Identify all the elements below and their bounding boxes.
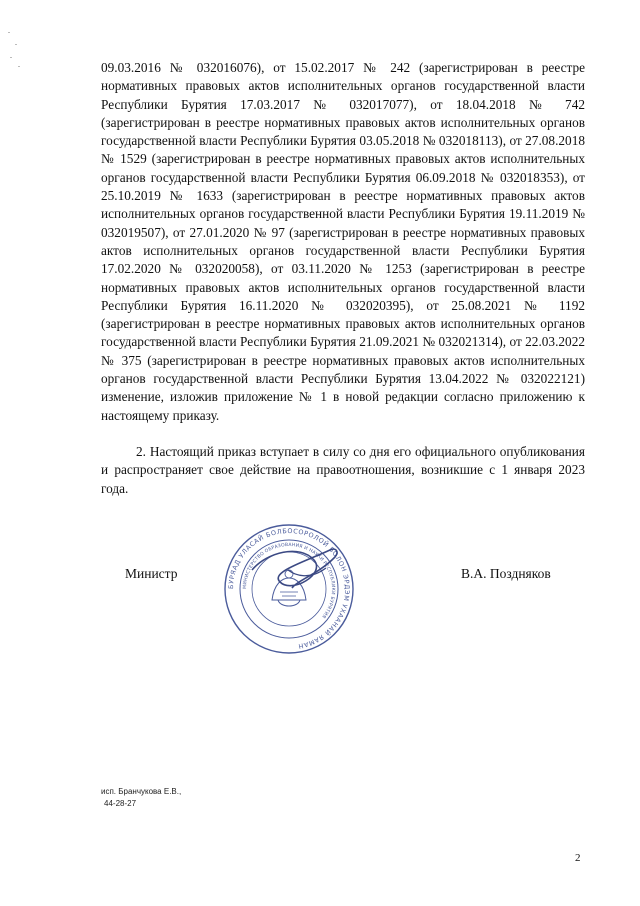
document-body (101, 59, 585, 498)
executor-name: исп. Бранчукова Е.В., (101, 787, 182, 796)
signatory-name: В.А. Поздняков (461, 566, 551, 581)
paragraph-effective-date: 2. Настоящий приказ вступает в силу со дня его официального опубликования и распространяет свое действие на правоотношения, возникшие с 1 января 2023 года. (101, 443, 585, 496)
paragraph-amendments: 09.03.2016 № 032016076), от 15.02.2017 № 242 (зарегистрирован в реестре нормативных правовых актов исполнительных органов государственной власти Республики Бурятия 17.03.2017 № 032017077), от 18.04.2018 № 742 (зарегистрирован в реестре нормативных правовых актов исполнительных органов государственной власти Республики Бурятия 03.05.2018 № 032018113), от 27.08.2018 № 1529 (зарегистрирован в реестре нормативных правовых актов исполнительных органов государственной власти Республики Бурятия 06.09.2018 № 032018353), от 25.10.2019 № 1633 (зарегистрирован в реестре нормативных правовых актов исполнительных органов государственной власти Республики Бурятия 19.11.2019 № 032019507), от 27.01.2020 № 97 (зарегистрирован в реестре нормативных правовых актов исполнительных органов государственной власти Республики Бурятия 17.02.2020 № 032020058), от 03.11.2020 № 1253 (зарегистрирован в реестре нормативных правовых актов исполнительных органов государственной власти Республики Бурятия 16.11.2020 № 032020395), от 25.08.2021 № 1192 (зарегистрирован в реестре нормативных правовых актов исполнительных органов государственной власти Республики Бурятия 21.09.2021 № 032021314), от 22.03.2022 № 375 (зарегистрирован в реестре нормативных правовых актов исполнительных органов государственной власти Республики Бурятия 13.04.2022 № 032022121) изменение, изложив приложение № 1 в новой редакции согласно приложению к настоящему приказу. (101, 60, 585, 423)
page-number: 2 (575, 852, 581, 864)
executor-phone: 44-28-27 (104, 799, 137, 808)
signatory-title: Министр (125, 566, 178, 581)
scan-artifacts (6, 30, 24, 70)
executor-note (101, 786, 181, 810)
seal-outer-text: БУРЯАД УЛАСАЙ БОЛБОСОРОЛОЙ БОЛОН ЭРДЭМ УХААНАЙ ЯАМАН (226, 526, 352, 651)
official-seal (222, 522, 356, 656)
seal-inner-text: МИНИСТЕРСТВО ОБРАЗОВАНИЯ И НАУКИ РЕСПУБЛИКИ БУРЯТИЯ (242, 542, 336, 619)
